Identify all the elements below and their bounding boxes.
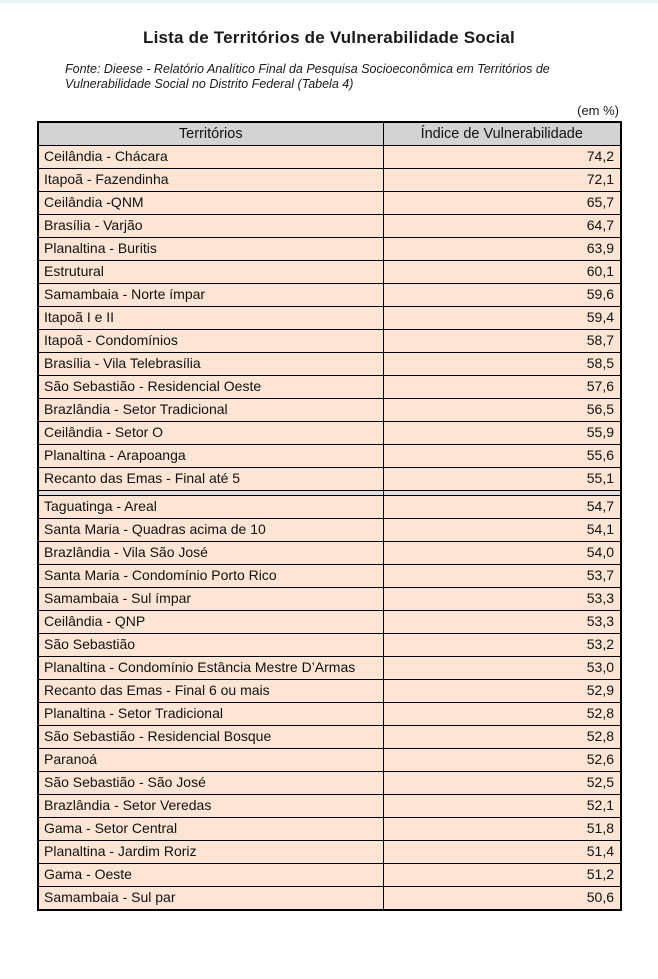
territory-cell: Planaltina - Buritis (38, 237, 383, 260)
value-cell: 58,5 (383, 352, 621, 375)
territory-cell: Planaltina - Arapoanga (38, 444, 383, 467)
table-row (38, 214, 621, 237)
value-cell: 53,3 (383, 587, 621, 610)
territory-cell: São Sebastião - São José (38, 771, 383, 794)
table-row (38, 748, 621, 771)
territory-cell: Recanto das Emas - Final até 5 (38, 467, 383, 490)
table-row (38, 794, 621, 817)
value-cell: 52,5 (383, 771, 621, 794)
value-cell: 51,2 (383, 863, 621, 886)
value-cell: 55,6 (383, 444, 621, 467)
table-row (38, 168, 621, 191)
territory-cell: São Sebastião (38, 633, 383, 656)
vulnerability-table-section (37, 103, 620, 911)
territory-cell: Gama - Setor Central (38, 817, 383, 840)
value-cell: 51,8 (383, 817, 621, 840)
table-row (38, 679, 621, 702)
territory-cell: Ceilândia - Setor O (38, 421, 383, 444)
territory-cell: Brasília - Varjão (38, 214, 383, 237)
territory-cell: Paranoá (38, 748, 383, 771)
value-cell: 55,1 (383, 467, 621, 490)
source-note-line2: Vulnerabilidade Social no Distrito Federal (Tabela 4) (65, 77, 354, 91)
table-row (38, 375, 621, 398)
value-cell: 60,1 (383, 260, 621, 283)
table-row (38, 260, 621, 283)
value-cell: 54,1 (383, 518, 621, 541)
value-cell: 56,5 (383, 398, 621, 421)
column-header-territorios: Territórios (38, 122, 383, 145)
territory-cell: Samambaia - Sul par (38, 886, 383, 910)
table-row (38, 587, 621, 610)
value-cell: 53,7 (383, 564, 621, 587)
table-row (38, 306, 621, 329)
territory-cell: São Sebastião - Residencial Oeste (38, 375, 383, 398)
territory-cell: Itapoã - Fazendinha (38, 168, 383, 191)
territory-cell: São Sebastião - Residencial Bosque (38, 725, 383, 748)
table-row (38, 541, 621, 564)
value-cell: 52,6 (383, 748, 621, 771)
territory-cell: Planaltina - Jardim Roriz (38, 840, 383, 863)
table-row (38, 495, 621, 518)
table-row (38, 421, 621, 444)
value-cell: 52,9 (383, 679, 621, 702)
table-row (38, 467, 621, 490)
value-cell: 74,2 (383, 145, 621, 168)
table-row (38, 329, 621, 352)
unit-note: (em %) (577, 103, 619, 118)
territory-cell: Gama - Oeste (38, 863, 383, 886)
table-row (38, 840, 621, 863)
value-cell: 54,0 (383, 541, 621, 564)
table-row (38, 444, 621, 467)
value-cell: 63,9 (383, 237, 621, 260)
territory-cell: Taguatinga - Areal (38, 495, 383, 518)
territory-cell: Samambaia - Sul ímpar (38, 587, 383, 610)
territory-cell: Santa Maria - Condomínio Porto Rico (38, 564, 383, 587)
value-cell: 53,0 (383, 656, 621, 679)
table-row (38, 817, 621, 840)
table-row (38, 863, 621, 886)
table-row (38, 886, 621, 910)
column-header-indice: Índice de Vulnerabilidade (383, 122, 621, 145)
territory-cell: Brazlândia - Setor Veredas (38, 794, 383, 817)
territory-cell: Planaltina - Setor Tradicional (38, 702, 383, 725)
page-title: Lista de Territórios de Vulnerabilidade Social (143, 28, 515, 47)
territory-cell: Itapoã I e II (38, 306, 383, 329)
territory-cell: Estrutural (38, 260, 383, 283)
value-cell: 64,7 (383, 214, 621, 237)
table-body (38, 145, 621, 910)
table-row (38, 725, 621, 748)
table-row (38, 564, 621, 587)
territory-cell: Planaltina - Condomínio Estância Mestre D’Armas (38, 656, 383, 679)
territory-cell: Recanto das Emas - Final 6 ou mais (38, 679, 383, 702)
value-cell: 54,7 (383, 495, 621, 518)
territory-cell: Ceilândia - Chácara (38, 145, 383, 168)
territory-cell: Samambaia - Norte ímpar (38, 283, 383, 306)
value-cell: 53,2 (383, 633, 621, 656)
territory-cell: Santa Maria - Quadras acima de 10 (38, 518, 383, 541)
value-cell: 55,9 (383, 421, 621, 444)
table-header-row (38, 122, 621, 145)
table-row (38, 633, 621, 656)
territory-cell: Brazlândia - Setor Tradicional (38, 398, 383, 421)
value-cell: 59,4 (383, 306, 621, 329)
value-cell: 52,1 (383, 794, 621, 817)
territory-cell: Brasília - Vila Telebrasília (38, 352, 383, 375)
source-note (65, 62, 590, 92)
territory-cell: Ceilândia -QNM (38, 191, 383, 214)
value-cell: 53,3 (383, 610, 621, 633)
value-cell: 72,1 (383, 168, 621, 191)
top-accent-bar (0, 0, 658, 3)
table-row (38, 398, 621, 421)
table-row (38, 656, 621, 679)
table-row (38, 702, 621, 725)
table-row (38, 283, 621, 306)
table-row (38, 518, 621, 541)
vulnerability-table (37, 121, 622, 911)
table-row (38, 610, 621, 633)
value-cell: 51,4 (383, 840, 621, 863)
value-cell: 58,7 (383, 329, 621, 352)
table-row (38, 771, 621, 794)
source-note-line1: Fonte: Dieese - Relatório Analítico Final da Pesquisa Socioeconômica em Territórios de (65, 62, 550, 76)
value-cell: 52,8 (383, 725, 621, 748)
value-cell: 57,6 (383, 375, 621, 398)
territory-cell: Ceilândia - QNP (38, 610, 383, 633)
value-cell: 50,6 (383, 886, 621, 910)
table-row (38, 191, 621, 214)
territory-cell: Brazlândia - Vila São José (38, 541, 383, 564)
value-cell: 59,6 (383, 283, 621, 306)
table-row (38, 352, 621, 375)
value-cell: 52,8 (383, 702, 621, 725)
territory-cell: Itapoã - Condomínios (38, 329, 383, 352)
table-row (38, 145, 621, 168)
table-row (38, 237, 621, 260)
value-cell: 65,7 (383, 191, 621, 214)
